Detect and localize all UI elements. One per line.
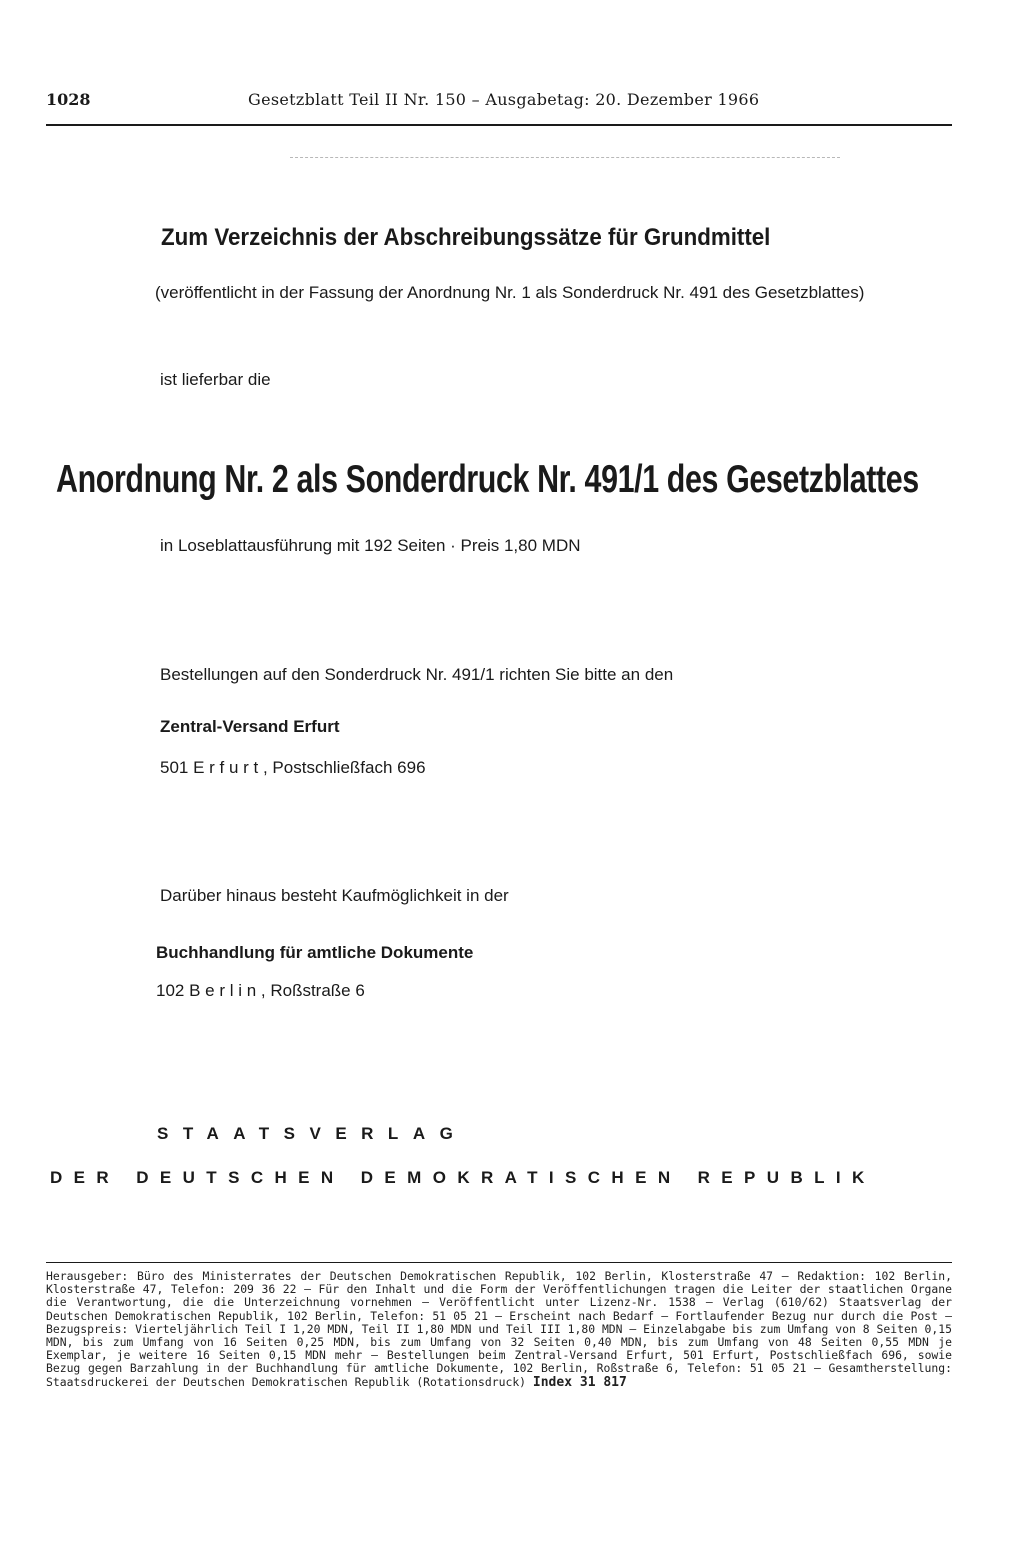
bookshop-address: 102 B e r l i n , Roßstraße 6: [156, 981, 365, 1000]
footer-rule: [46, 1262, 952, 1263]
publisher-name: STAATSVERLAG: [157, 1124, 468, 1143]
imprint: [46, 1270, 952, 1389]
distributor-address: 501 E r f u r t , Postschließfach 696: [160, 758, 426, 777]
purchase-info: Darüber hinaus besteht Kaufmöglichkeit in der: [160, 886, 509, 905]
index-number: Index 31 817: [532, 1374, 627, 1390]
order-instructions: Bestellungen auf den Sonderdruck Nr. 491/1 richten Sie bitte an den: [160, 665, 674, 684]
section-title: Zum Verzeichnis der Abschreibungssätze für Grundmittel: [161, 224, 771, 251]
main-heading: Anordnung Nr. 2 als Sonderdruck Nr. 491/1 des Gesetzblattes: [56, 458, 919, 501]
distributor-name: Zentral-Versand Erfurt: [160, 717, 340, 736]
availability-text: ist lieferbar die: [160, 370, 271, 389]
page-number: 1028: [46, 90, 91, 109]
header-rule: [46, 124, 952, 126]
imprint-text: Herausgeber: Büro des Ministerrates der Deutschen Demokratischen Republik, 102 Berlin, Klosterstraße 47 – Redaktion: 102 Berlin, Klosterstraße 47, Telefon: 209 36 22 – Für den Inhalt und die Form der Veröffentlichungen tragen die Leiter der staatlichen Organe die Verantwortung, die die Unterzeichnung vornehmen – Veröffentlicht unter Lizenz-Nr. 1538 – Verlag (610/62) Staatsverlag der Deutschen Demokratischen Republik, 102 Berlin, Telefon: 51 05 21 – Erscheint nach Bedarf – Fortlaufender Bezug nur durch die Post – Bezugspreis: Vierteljährlich Teil I 1,20 MDN, Teil II 1,80 MDN und Teil III 1,80 MDN – Einzelabgabe bis zum Umfang von 8 Seiten 0,15 MDN, bis zum Umfang von 16 Seiten 0,25 MDN, bis zum Umfang von 32 Seiten 0,40 MDN, bis zum Umfang von 48 Seiten 0,55 MDN je Exemplar, je weitere 16 Seiten 0,15 MDN mehr – Bestellungen beim Zentral-Versand Erfurt, 501 Erfurt, Postschließfach 696, sowie Bezug gegen Barzahlung in der Buchhandlung für amtliche Dokumente, 102 Berlin, Roßstraße 6, Telefon: 51 05 21 – Gesamtherstellung: Staatsdruckerei der Deutschen Demokratischen Republik (Rotationsdruck): [46, 1269, 952, 1389]
bookshop-name: Buchhandlung für amtliche Dokumente: [156, 943, 474, 962]
running-title: Gesetzblatt Teil II Nr. 150 – Ausgabetag: 20. Dezember 1966: [248, 90, 760, 109]
section-subtitle: (veröffentlicht in der Fassung der Anordnung Nr. 1 als Sonderdruck Nr. 491 des Gesetzblattes): [155, 283, 865, 302]
edition-info: in Loseblattausführung mit 192 Seiten · Preis 1,80 MDN: [160, 536, 581, 555]
dotted-divider: [290, 157, 840, 158]
publisher-country: DER DEUTSCHEN DEMOKRATISCHEN REPUBLIK: [50, 1168, 876, 1187]
